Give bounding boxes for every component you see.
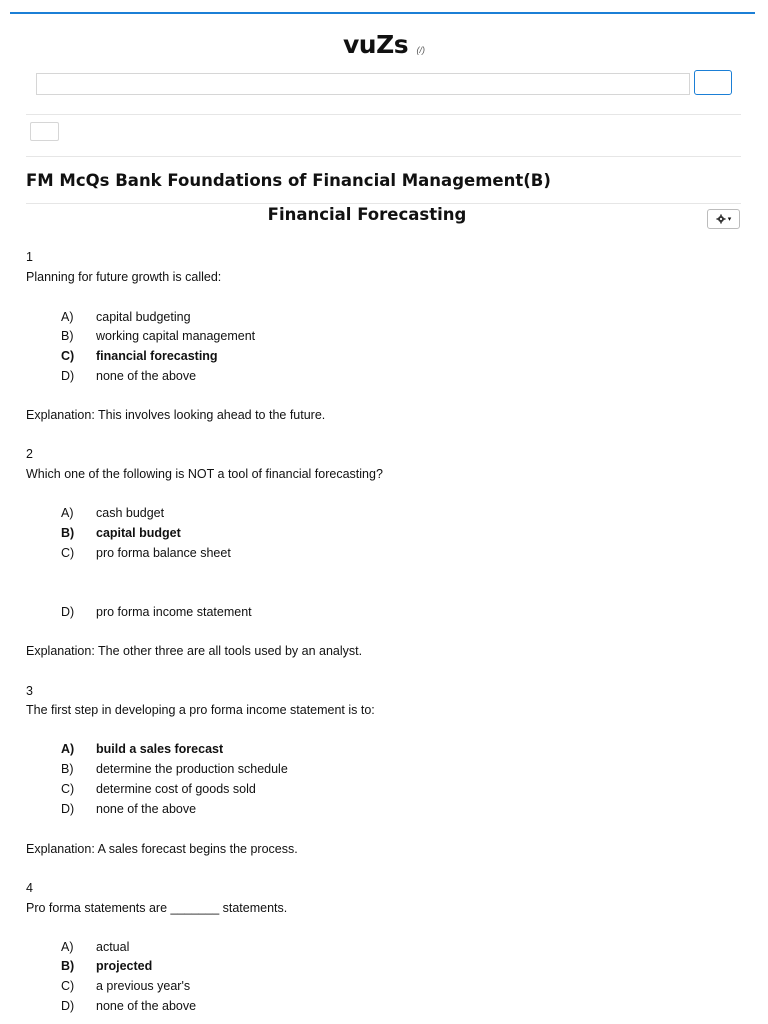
site-logo[interactable]: vuZs [342,30,409,59]
option-text: determine cost of goods sold [96,782,256,796]
option-b-correct [61,958,152,974]
question-text: The first step in developing a pro forma income statement is to: [26,703,375,717]
option-b-correct [61,525,181,541]
option-letter: A) [61,310,74,324]
section-title: Financial Forecasting [267,205,467,224]
question-number: 4 [26,881,33,895]
question-number: 3 [26,684,33,698]
option-a [61,939,129,955]
top-accent-line [10,12,755,14]
search-input[interactable] [36,73,690,95]
settings-dropdown-button[interactable] [707,209,740,229]
explanation: Explanation: A sales forecast begins the process. [26,842,298,856]
option-d [61,801,196,817]
page-title: FM McQs Bank Foundations of Financial Management(B) [26,171,551,190]
option-letter: C) [61,546,75,560]
option-text: working capital management [96,329,256,343]
option-letter: B) [61,526,75,540]
option-letter: D) [61,999,75,1013]
option-text: cash budget [96,506,165,520]
option-letter: A) [61,940,74,954]
option-text: actual [96,940,130,954]
option-text: none of the above [96,802,197,816]
option-text: none of the above [96,999,197,1013]
option-letter: D) [61,802,75,816]
option-c [61,545,231,561]
option-c [61,781,256,797]
option-letter: A) [61,506,74,520]
search-button[interactable] [694,70,732,95]
home-link[interactable]: (/) [416,45,426,55]
option-letter: C) [61,782,75,796]
option-letter: B) [61,959,75,973]
question-text: Planning for future growth is called: [26,270,222,284]
option-text: determine the production schedule [96,762,288,776]
option-letter: B) [61,329,74,343]
option-d [61,604,252,620]
option-c [61,978,190,994]
option-letter: D) [61,369,75,383]
menu-button[interactable] [30,122,59,141]
option-b [61,328,255,344]
divider [26,114,741,115]
option-letter: C) [61,349,75,363]
divider [26,156,741,157]
option-text: pro forma income statement [96,605,252,619]
option-text: pro forma balance sheet [96,546,231,560]
option-c-correct [61,348,218,364]
option-letter: A) [61,742,75,756]
explanation: Explanation: This involves looking ahead to the future. [26,408,326,422]
option-text: projected [96,959,153,973]
option-d [61,368,196,384]
explanation: Explanation: The other three are all tools used by an analyst. [26,644,363,658]
question-number: 2 [26,447,33,461]
option-a [61,505,164,521]
chevron-down-icon: ▾ [727,216,732,223]
question-text: Which one of the following is NOT a tool of financial forecasting? [26,467,383,481]
option-text: build a sales forecast [96,742,224,756]
option-a [61,309,191,325]
option-text: financial forecasting [96,349,218,363]
divider [26,203,741,204]
option-text: capital budgeting [96,310,191,324]
option-letter: B) [61,762,74,776]
question-text: Pro forma statements are _______ statements. [26,901,288,915]
option-letter: D) [61,605,75,619]
option-text: capital budget [96,526,181,540]
option-text: a previous year's [96,979,191,993]
option-d [61,998,196,1014]
gear-icon [716,214,726,224]
option-b [61,761,288,777]
question-number: 1 [26,250,33,264]
option-text: none of the above [96,369,197,383]
option-letter: C) [61,979,75,993]
option-a-correct [61,741,223,757]
site-header [0,30,768,59]
